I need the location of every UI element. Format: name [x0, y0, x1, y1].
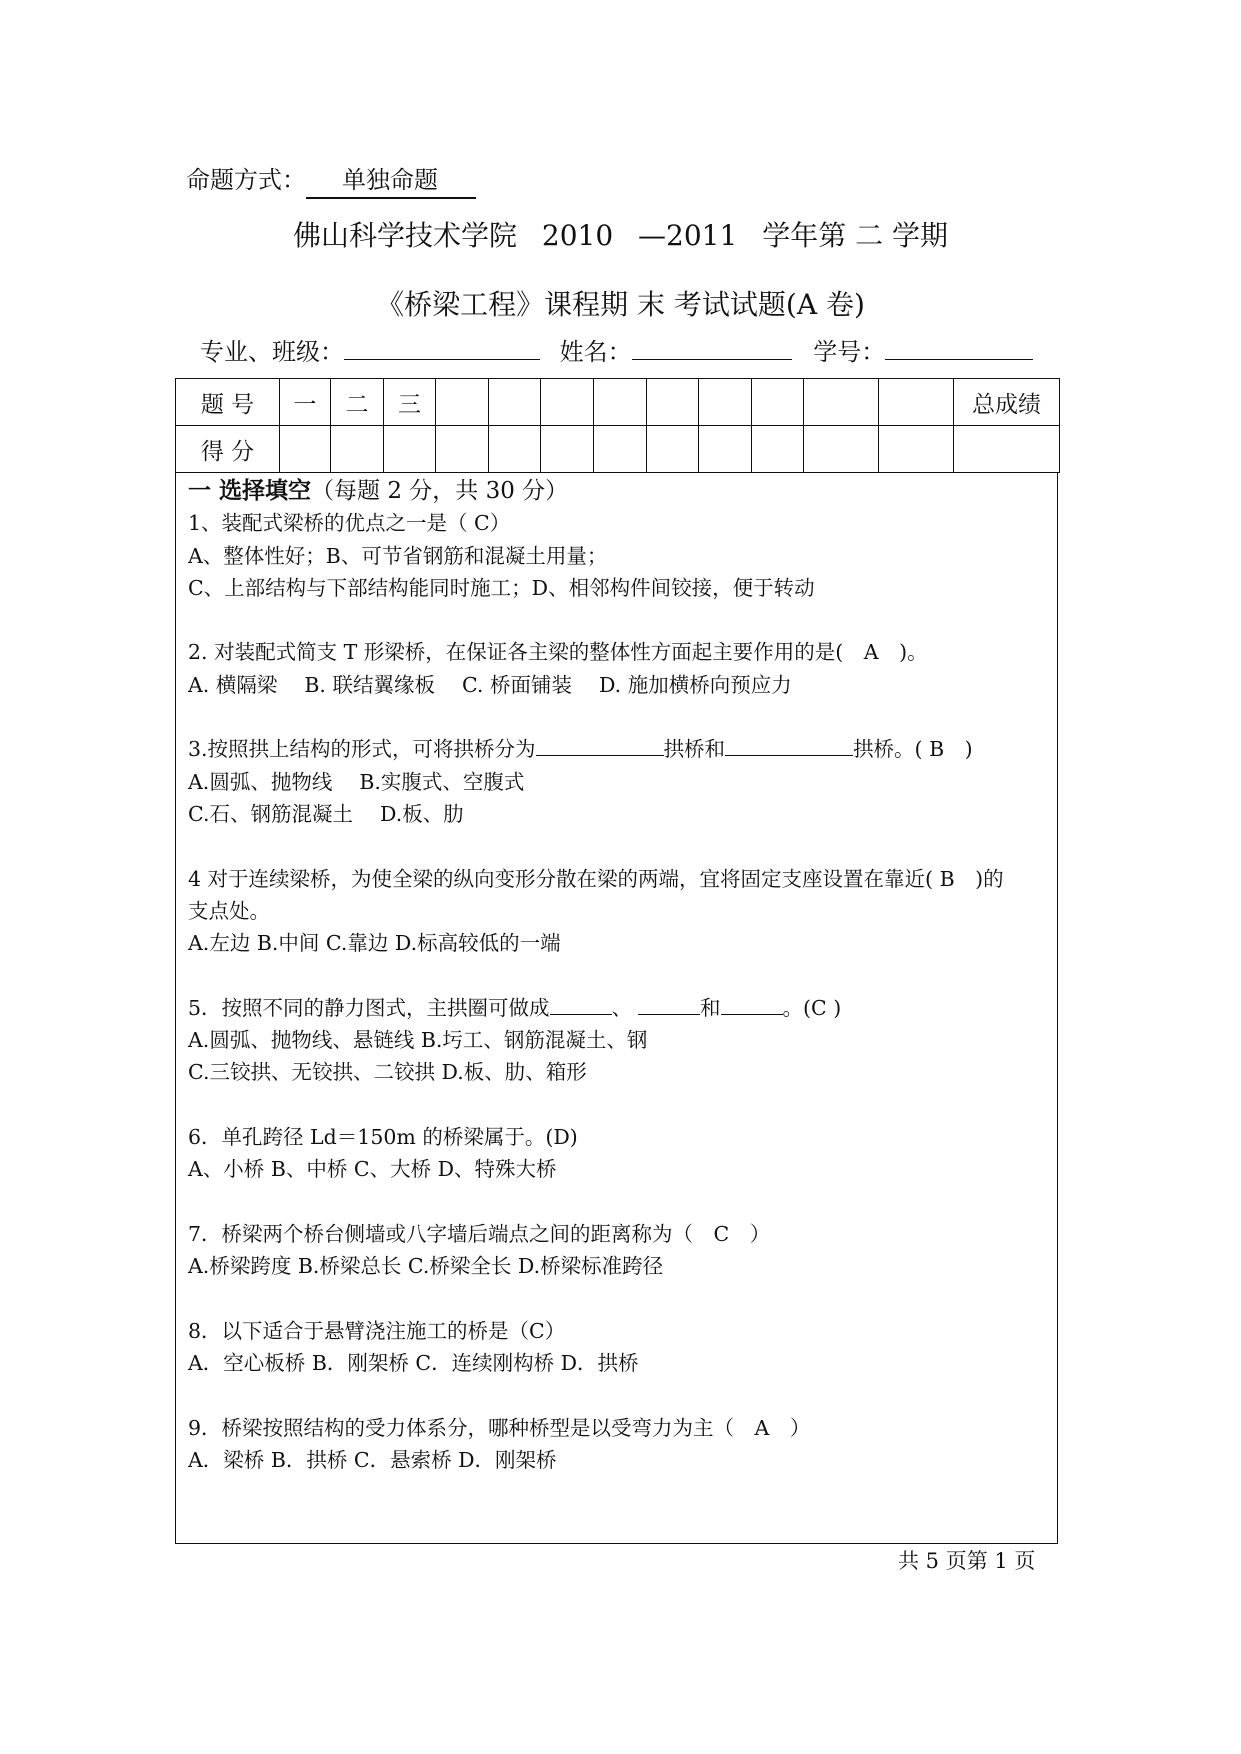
- score-cell: [541, 426, 594, 473]
- total-score-cell: [954, 426, 1060, 473]
- score-cell: [699, 426, 752, 473]
- q3-blank-1: [536, 735, 664, 756]
- q3-options-2: C.石、钢筋混凝土 D.板、肋: [188, 801, 464, 826]
- score-row-header: 得 分: [176, 426, 280, 473]
- score-col-2: 二: [331, 379, 384, 426]
- q5-sep-2: 和: [700, 995, 721, 1020]
- q6-options: A、小桥 B、中桥 C、大桥 D、特殊大桥: [188, 1157, 557, 1182]
- score-col-10: [752, 379, 804, 426]
- q4-options: A.左边 B.中间 C.靠边 D.标高较低的一端: [188, 931, 561, 956]
- year-start: 2010: [541, 219, 614, 252]
- q8-options: A．空心板桥 B．刚架桥 C．连续刚构桥 D．拱桥: [188, 1351, 639, 1376]
- q1-options-1: A、整体性好；B、可节省钢筋和混凝土用量；: [188, 543, 608, 568]
- q7-options: A.桥梁跨度 B.桥梁总长 C.桥梁全长 D.桥梁标准跨径: [188, 1254, 664, 1279]
- year-end: —2011: [638, 219, 738, 252]
- class-blank: [344, 337, 540, 360]
- score-col-11: [804, 379, 879, 426]
- score-col-6: [541, 379, 594, 426]
- name-blank: [632, 337, 792, 360]
- questions-text: [188, 475, 1004, 1476]
- score-cell: [280, 426, 331, 473]
- q6-stem: 6．单孔跨径 Ld＝150m 的桥梁属于。(D): [188, 1124, 578, 1149]
- q9-options: A．梁桥 B．拱桥 C．悬索桥 D．刚架桥: [188, 1447, 557, 1472]
- id-blank: [885, 337, 1033, 360]
- q5-blank-2: [638, 994, 700, 1015]
- score-table-score-row: [176, 426, 1060, 473]
- score-col-12: [879, 379, 954, 426]
- score-col-5: [489, 379, 541, 426]
- question-number-header: 题 号: [176, 379, 280, 426]
- score-cell: [752, 426, 804, 473]
- score-col-7: [594, 379, 647, 426]
- q8-stem: 8．以下适合于悬臂浇注施工的桥是（C）: [188, 1318, 566, 1343]
- score-col-1: 一: [280, 379, 331, 426]
- q3-stem-part2: 拱桥和: [663, 737, 726, 762]
- q5-blank-3: [721, 994, 783, 1015]
- score-cell: [879, 426, 954, 473]
- q4-stem-1: 4 对于连续梁桥，为使全梁的纵向变形分散在梁的两端，宜将固定支座设置在靠近( B )的: [188, 866, 1004, 891]
- score-table: [175, 378, 1060, 473]
- score-col-3: 三: [384, 379, 436, 426]
- q3-stem-part1: 3.按照拱上结构的形式，可将拱桥分为: [188, 737, 536, 762]
- q3-options-1: A.圆弧、抛物线 B.实腹式、空腹式: [188, 769, 525, 794]
- questions-box: [175, 472, 1058, 1544]
- q5-stem: [188, 992, 1004, 1024]
- q2-options: A. 横隔梁 B. 联结翼缘板 C. 桥面铺装 D. 施加横桥向预应力: [188, 672, 792, 697]
- score-cell: [331, 426, 384, 473]
- q7-stem: 7．桥梁两个桥台侧墙或八字墙后端点之间的距离称为（ C ）: [188, 1221, 771, 1246]
- q2-stem: 2. 对装配式简支 T 形梁桥，在保证各主梁的整体性方面起主要作用的是( A )。: [188, 640, 928, 665]
- q4-stem-2: 支点处。: [188, 898, 270, 923]
- score-cell: [647, 426, 699, 473]
- section-title-main: 一 选择填空: [188, 478, 312, 504]
- score-cell: [436, 426, 489, 473]
- section-title: [188, 475, 1004, 507]
- score-table-header-row: [176, 379, 1060, 426]
- exam-mode-label: 命题方式：: [186, 166, 306, 194]
- score-cell: [594, 426, 647, 473]
- exam-mode-line: [186, 160, 476, 199]
- id-label: 学号：: [813, 338, 886, 366]
- total-score-header: 总成绩: [954, 379, 1060, 426]
- q9-stem: 9．桥梁按照结构的受力体系分，哪种桥型是以受弯力为主（ A ）: [188, 1415, 811, 1440]
- exam-title: 《桥梁工程》课程期 末 考试试题(A 卷): [376, 288, 865, 321]
- student-info-line: [200, 332, 1033, 367]
- exam-mode-value: 单独命题: [306, 160, 476, 199]
- q1-options-2: C、上部结构与下部结构能同时施工；D、相邻构件间铰接，便于转动: [188, 575, 815, 600]
- q5-sep-1: 、: [611, 995, 633, 1020]
- q5-stem-part2: 。(C ): [782, 995, 842, 1020]
- class-label: 专业、班级：: [200, 338, 344, 366]
- school-term-line: [0, 214, 1241, 254]
- score-col-9: [699, 379, 752, 426]
- q3-stem: [188, 733, 1004, 765]
- q3-blank-2: [725, 735, 853, 756]
- school-name: 佛山科学技术学院: [292, 219, 517, 252]
- q5-options-1: A.圆弧、抛物线、悬链线 B.圬工、钢筋混凝土、钢: [188, 1028, 648, 1053]
- name-label: 姓名：: [559, 338, 632, 366]
- q1-stem: 1、装配式梁桥的优点之一是（ C）: [188, 511, 511, 536]
- score-col-8: [647, 379, 699, 426]
- term-label: 学年第 二 学期: [762, 219, 949, 252]
- score-cell: [384, 426, 436, 473]
- score-cell: [804, 426, 879, 473]
- q5-blank-1: [550, 994, 612, 1015]
- score-cell: [489, 426, 541, 473]
- q5-stem-part1: 5．按照不同的静力图式，主拱圈可做成: [188, 995, 550, 1020]
- page-footer: 共 5 页第 1 页: [898, 1549, 1036, 1573]
- score-col-4: [436, 379, 489, 426]
- q5-options-2: C.三铰拱、无铰拱、二铰拱 D.板、肋、箱形: [188, 1060, 587, 1085]
- q3-stem-part3: 拱桥。( B ): [853, 737, 973, 762]
- section-title-note: （每题 2 分，共 30 分）: [311, 478, 569, 504]
